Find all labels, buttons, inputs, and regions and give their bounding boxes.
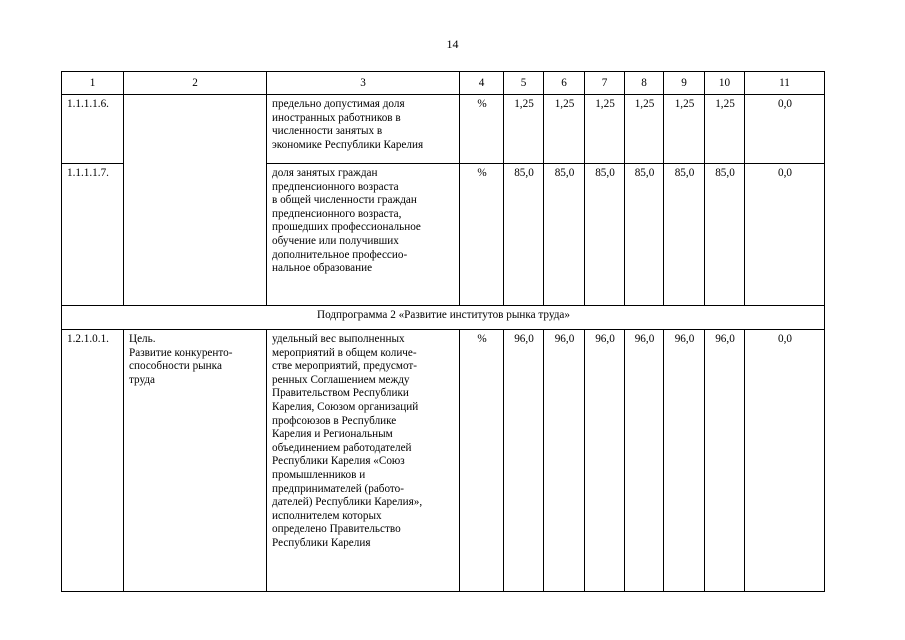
column-header: 8	[625, 72, 664, 95]
unit-cell: %	[460, 164, 504, 306]
column-header: 6	[544, 72, 585, 95]
text-line: обучение или получивших	[272, 234, 399, 247]
value-cell: 96,0	[585, 330, 625, 592]
column-header: 2	[124, 72, 267, 95]
unit-cell: %	[460, 330, 504, 592]
text-line: труда	[129, 373, 156, 386]
table-row	[62, 330, 825, 592]
value-cell: 96,0	[664, 330, 705, 592]
text-line: предельно допустимая доля	[272, 98, 405, 110]
column-header: 3	[267, 72, 460, 95]
text-line: профсоюзов в Республике	[272, 414, 397, 427]
value-cell-11: 0,0	[745, 95, 825, 164]
text-line: численности занятых в	[272, 125, 383, 138]
column-header: 7	[585, 72, 625, 95]
value-cell: 85,0	[625, 164, 664, 306]
text-line: иностранных работников в	[272, 111, 401, 124]
text-line: промышленников и	[272, 468, 366, 481]
row-code: 1.2.1.0.1.	[62, 330, 124, 592]
text-line: способности рынка	[129, 360, 222, 373]
text-line: прошедших профессиональное	[272, 221, 421, 234]
text-line: в общей численности граждан	[272, 194, 417, 207]
value-cell: 96,0	[504, 330, 544, 592]
text-line: предпенсионного возраста	[272, 180, 399, 193]
value-cell: 85,0	[504, 164, 544, 306]
row-code: 1.1.1.1.6.	[62, 95, 124, 164]
goal-name-cell	[124, 330, 267, 592]
value-cell: 1,25	[625, 95, 664, 164]
indicators-table	[61, 71, 825, 592]
text-line: экономике Республики Карелия	[272, 138, 424, 151]
text-line: предпринимателей (работо-	[272, 482, 404, 495]
header-row	[62, 72, 825, 95]
column-header: 11	[745, 72, 825, 95]
indicator-cell	[267, 330, 460, 592]
value-cell: 96,0	[705, 330, 745, 592]
indicator-cell	[267, 164, 460, 306]
unit-cell: %	[460, 95, 504, 164]
value-cell: 1,25	[585, 95, 625, 164]
text-line: Республики Карелия «Союз	[272, 455, 405, 468]
text-line: стве мероприятий, предусмот-	[272, 360, 418, 373]
text-line: Карелия, Союзом организаций	[272, 400, 419, 413]
row-code: 1.1.1.1.7.	[62, 164, 124, 306]
value-cell: 85,0	[544, 164, 585, 306]
value-cell: 85,0	[585, 164, 625, 306]
text-line: Карелия и Региональным	[272, 428, 393, 441]
value-cell: 96,0	[625, 330, 664, 592]
column-header: 4	[460, 72, 504, 95]
text-line: Республики Карелия	[272, 536, 371, 549]
text-line: ренных Соглашением между	[272, 373, 410, 386]
value-cell: 96,0	[544, 330, 585, 592]
column-header: 9	[664, 72, 705, 95]
text-line: нальное образование	[272, 262, 373, 275]
value-cell: 85,0	[705, 164, 745, 306]
text-line: удельный вес выполненных	[272, 333, 405, 345]
subprogram-row	[62, 306, 825, 330]
text-line: дателей) Республики Карелия»,	[272, 496, 423, 509]
text-line: доля занятых граждан	[272, 167, 378, 179]
text-line: мероприятий в общем количе-	[272, 346, 417, 359]
page-number: 14	[446, 37, 459, 51]
subprogram-title: Подпрограмма 2 «Развитие институтов рынка труда»	[62, 306, 825, 330]
indicator-cell	[267, 95, 460, 164]
column-header: 10	[705, 72, 745, 95]
value-cell: 1,25	[544, 95, 585, 164]
row-name-empty	[124, 95, 267, 306]
text-line: объединением работодателей	[272, 441, 412, 454]
text-line: Цель.	[129, 333, 156, 345]
value-cell-11: 0,0	[745, 330, 825, 592]
text-line: Правительством Республики	[272, 387, 409, 400]
value-cell: 1,25	[504, 95, 544, 164]
column-header: 1	[62, 72, 124, 95]
value-cell: 1,25	[705, 95, 745, 164]
text-line: предпенсионного возраста,	[272, 207, 402, 220]
text-line: определено Правительство	[272, 523, 401, 536]
text-line: исполнителем которых	[272, 509, 382, 522]
table-row	[62, 95, 825, 164]
column-header: 5	[504, 72, 544, 95]
text-line: дополнительное профессио-	[272, 248, 408, 261]
value-cell-11: 0,0	[745, 164, 825, 306]
value-cell: 1,25	[664, 95, 705, 164]
value-cell: 85,0	[664, 164, 705, 306]
text-line: Развитие конкуренто-	[129, 346, 233, 359]
